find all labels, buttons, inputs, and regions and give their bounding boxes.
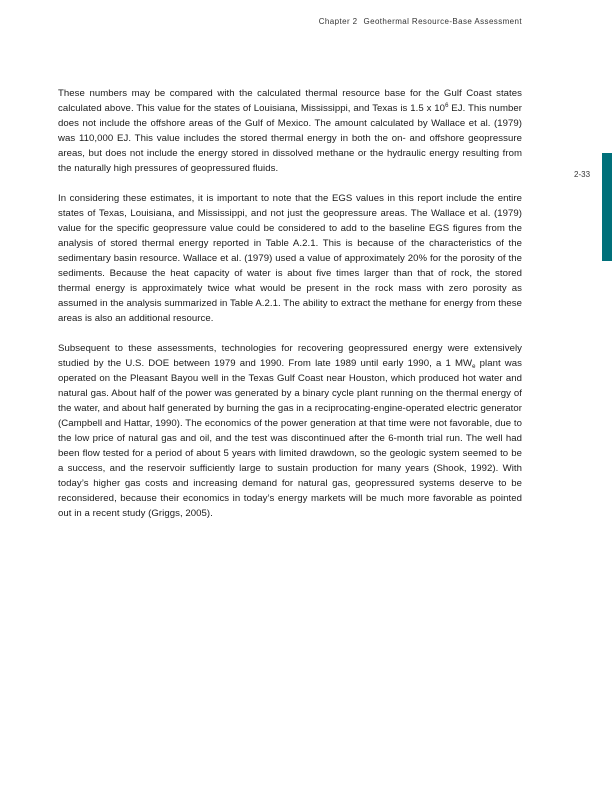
paragraph-1-text-a: These numbers may be compared with the calculated thermal resource base for the Gulf Coast states calculated above. This value for the states of Louisiana, Mississippi, and Texas is 1.5 x 10: [58, 88, 522, 114]
running-header: [319, 17, 522, 26]
page-number: 2-33: [574, 170, 591, 179]
chapter-side-tab: [602, 153, 612, 261]
paragraph-3-text-b: plant was operated on the Pleasant Bayou well in the Texas Gulf Coast near Houston, which produced hot water and natural gas. About half of the power was generated by a binary cycle plant running on the thermal energy of the water, and about half generated by burning the gas in a reciprocating-engine-operated electric generator (Campbell and Hattar, 1990). The economics of the power generation at that time were not favorable, due to the low price of natural gas and oil, and the test was discontinued after the 6-month trial run. The well had been flow tested for a period of about 5 years with limited drawdown, so the geologic system seemed to be a success, and the reservoir sufficiently large to sustain production for many years (Shook, 1992). With today’s higher gas costs and increasing demand for natural gas, geopressured systems deserve to be reconsidered, because their economics in today’s energy markets will be much more favorable as pointed out in a recent study (Griggs, 2005).: [58, 358, 523, 519]
paragraph-2: In considering these estimates, it is important to note that the EGS values in this report include the entire states of Texas, Louisiana, and Mississippi, and not just the geopressure areas. The Wallace et al. (1979) value for the specific geopressure value could be considered to add to the baseline EGS figures from the analysis of stored thermal energy reported in Table A.2.1. This is because of the characteristics of the sedimentary basin resource. Wallace et al. (1979) used a value of approximately 20% for the porosity of the sediments. Because the heat capacity of water is about five times larger than that of rock, the stored thermal energy is approximately twice what would be present in the rock mass with zero porosity as assumed in the analysis summarized in Table A.2.1. The ability to extract the methane for energy from these areas is also an additional resource.: [58, 193, 522, 324]
chapter-label: Chapter 2: [318, 17, 358, 26]
subscript: e: [472, 364, 476, 370]
body-text: [58, 86, 522, 536]
paragraph-3: [58, 341, 522, 521]
paragraph-3-text-a: Subsequent to these assessments, technologies for recovering geopressured energy were extensively studied by the U.S. DOE between 1979 and 1990. From late 1989 until early 1990, a 1 MW: [58, 343, 522, 369]
paragraph-1: [58, 86, 522, 176]
paragraph-1-text-b: EJ. This number does not include the offshore areas of the Gulf of Mexico. The amount calculated by Wallace et al. (1979) was 110,000 EJ. This value includes the stored thermal energy in both the on- and offshore geopressure areas, but does not include the energy stored in dissolved methane or the hydraulic energy resulting from the naturally high pressures of geopressured fluids.: [58, 103, 522, 174]
exponent: 6: [445, 103, 449, 109]
chapter-title: Geothermal Resource-Base Assessment: [363, 17, 522, 26]
